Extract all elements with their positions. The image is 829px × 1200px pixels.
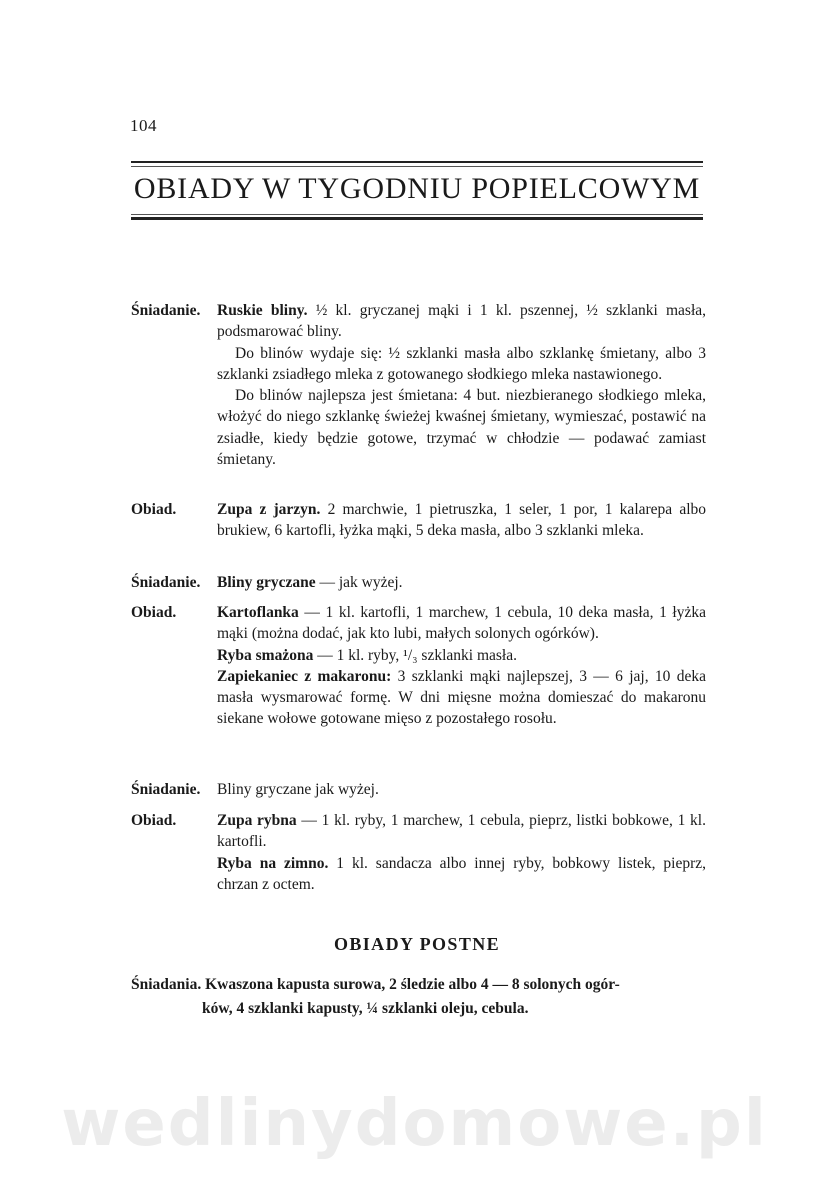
entry-paragraph [217,572,706,593]
page-number: 104 [130,116,157,135]
entry-label: Obiad. [131,812,177,829]
dish-text: — 1 kl. ryby, ¹/₃ szklanki masła. [313,646,517,664]
title-rule-bottom-thin [131,214,703,215]
dish-name: Ruskie bliny. [217,302,308,319]
title-rule-top [131,161,703,163]
entry-body [217,572,706,593]
dish-text: — 1 kl. kartofli, 1 marchew, 1 cebula, 10 deka masła, 1 łyżka mąki (można dodać, jak kto lubi, małych solonych ogórków). [217,604,706,643]
dish-text: — jak wyżej. [315,574,403,591]
entry-label: Śniadanie. [131,781,201,798]
entry-paragraph: Bliny gryczane jak wyżej. [217,781,379,798]
entry-paragraph [217,499,706,542]
dish-text: — 1 kl. ryby, 1 marchew, 1 cebula, pieprz, listki bobkowe, 1 kl. kartofli. [217,812,706,851]
entry-paragraph [217,666,706,730]
dish-name: Ryba na zimno. [217,854,329,872]
section-entry-line [131,973,706,997]
entry-paragraph [217,853,706,896]
entry-paragraph: Do blinów wydaje się: ½ szklanki masła albo szklankę śmietany, albo 3 szklanki zsiadłego mleka z gotowanego słodkiego mleka nastawionego. [217,344,706,383]
dish-text: 3 szklanki mąki najlepszej, 3 — 6 jaj, 10 deka masła wysmarować formę. W dni mięsne można domieszać do makaronu siekane wołowe gotowane mięso z pozostałego rosołu. [217,667,706,728]
entry-body [217,602,706,730]
dish-name: Ryba smażona [217,646,314,664]
section-entry-line: ków, 4 szklanki kapusty, ¼ szklanki oleju, cebula. [202,1000,529,1017]
entry-body [217,499,706,542]
entry-body [217,300,706,470]
watermark: wedlinydomowe.pl [61,1087,768,1161]
entry-label: Obiad. [131,604,177,621]
entry-paragraph [217,602,706,645]
entry-label: Śniadanie. [131,574,201,591]
dish-name: Zupa z jarzyn. [217,501,321,518]
entry-label: Śniadania. [131,976,202,993]
section-entry [131,973,706,1021]
section-entry-text: Kwaszona kapusta surowa, 2 śledzie albo 4 — 8 solonych ogór- [205,976,620,993]
title-rule-bottom [131,217,703,220]
dish-name: Kartoflanka [217,604,299,621]
dish-text: 2 marchwie, 1 pietruszka, 1 seler, 1 por, 1 kalarepa albo brukiew, 6 kartofli, łyżka mąki, 5 deka masła, albo 3 szklanki mleka. [217,501,707,540]
entry-label: Śniadanie. [131,302,201,319]
dish-name: Zupa rybna [217,812,297,829]
dish-text: ½ kl. gryczanej mąki i 1 kl. pszennej, ½ szklanki masła, podsmarować bliny. [217,302,707,341]
entry-body [217,779,706,800]
dish-text: 1 kl. sandacza albo innej ryby, bobkowy listek, pieprz, chrzan z octem. [217,854,707,893]
dish-name: Zapiekaniec z makaronu: [217,667,392,685]
title-rule-top-thin [131,166,703,167]
entry-paragraph: Do blinów najlepsza jest śmietana: 4 but. niezbieranego słodkiego mleka, włożyć do niego szklankę świeżej kwaśnej śmietany, wymieszać, postawić na zsiadłe, kiedy będzie gotowe, trzymać w chłodzie — podawać zamiast śmietany. [217,387,706,469]
dish-name: Bliny gryczane [217,574,316,591]
entry-paragraph [217,300,706,343]
page-title: OBIADY W TYGODNIU POPIELCOWYM [133,172,701,205]
entry-body [217,810,706,895]
entry-paragraph [217,645,706,666]
entry-paragraph [217,810,706,853]
section-heading: OBIADY POSTNE [333,934,501,954]
entry-label: Obiad. [131,501,177,518]
